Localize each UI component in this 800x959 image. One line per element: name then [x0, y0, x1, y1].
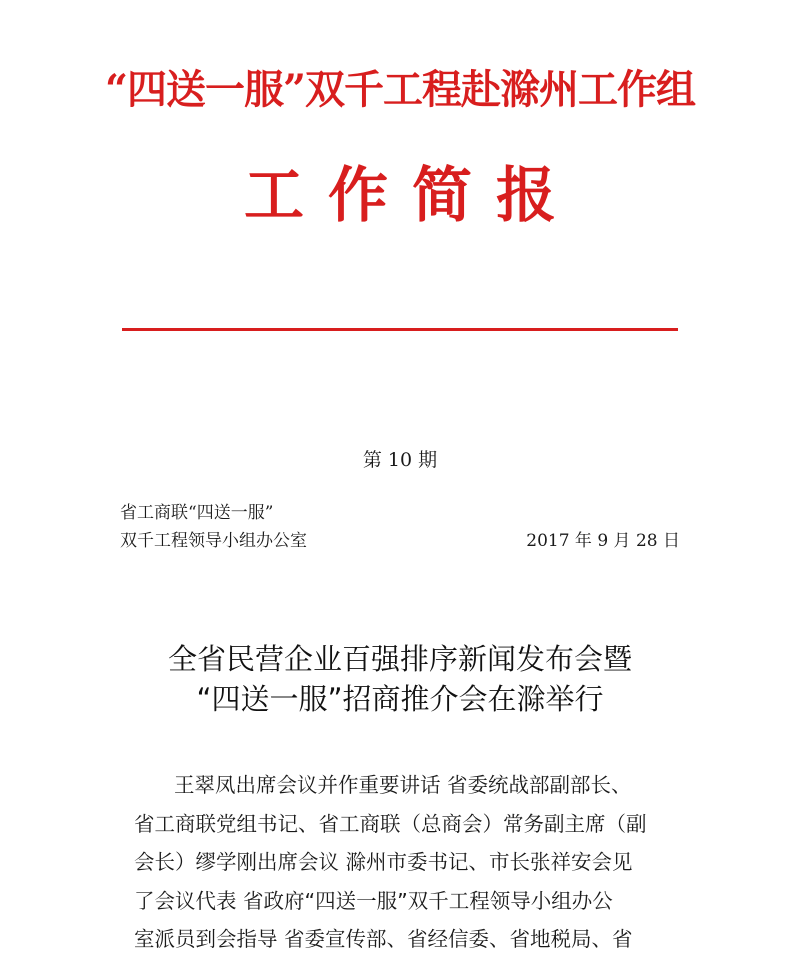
- issue-number: 第 10 期: [362, 449, 438, 471]
- issue-date: 2017 年 9 月 28 日: [526, 531, 680, 551]
- body-line-5: 室派员到会指导 省委宣传部、省经信委、省地税局、省: [134, 927, 633, 951]
- red-divider-rule: [122, 328, 678, 331]
- article-title-line-1: 全省民营企业百强排序新闻发布会暨: [167, 642, 632, 676]
- article-title-line-2: “四送一服”招商推介会在滁举行: [196, 682, 604, 716]
- article-title: [0, 639, 800, 719]
- issuer-line-1: 省工商联“四送一服”: [120, 503, 274, 523]
- bulletin-header-title: “四送一服”双千工程赴滁州工作组: [104, 66, 695, 113]
- body-line-1: 王翠凤出席会议并作重要讲话 省委统战部副部长、: [174, 773, 632, 797]
- bulletin-header-subtitle: 工作简报: [244, 161, 580, 231]
- body-line-3: 会长）缪学刚出席会议 滁州市委书记、市长张祥安会见: [134, 850, 633, 874]
- body-line-4: 了会议代表 省政府“四送一服”双千工程领导小组办公: [134, 888, 613, 913]
- article-body: [134, 766, 682, 959]
- issuer-line-2: 双千工程领导小组办公室: [120, 531, 307, 551]
- body-line-2: 省工商联党组书记、省工商联（总商会）常务副主席（副: [134, 811, 647, 836]
- issuer-block: [120, 499, 307, 555]
